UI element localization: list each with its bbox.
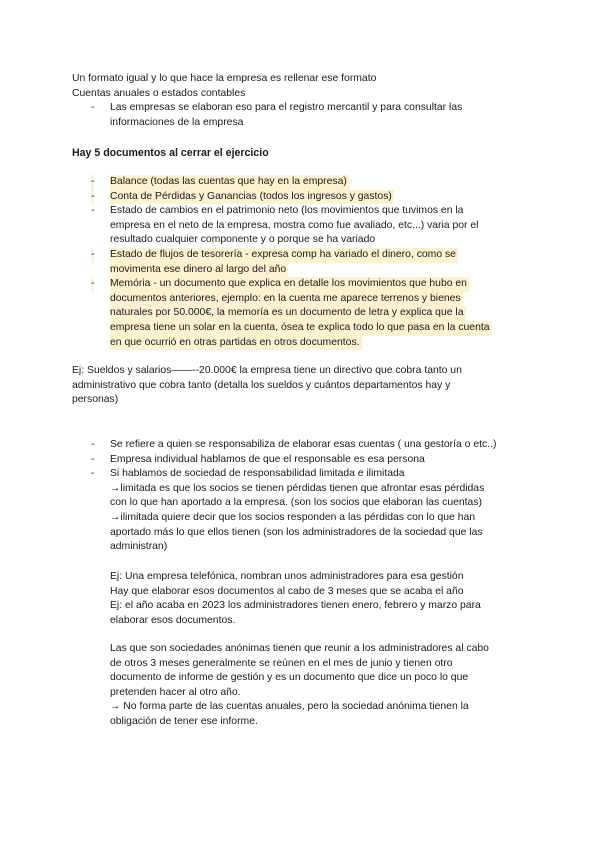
intro-bullet-line: Las empresas se elaboran eso para el registro mercantil y para consultar las — [110, 102, 463, 113]
bullet-line: administran) — [110, 541, 168, 553]
document-line: Memória - un documento que explica en detalle los movimientos que hubo en — [110, 277, 469, 292]
paragraph-line: de otros 3 meses generalmente se reúnen en el mes de junio y tienen otro — [110, 657, 453, 669]
paragraph-line: obligación de tener ese informe. — [110, 715, 258, 727]
document-line: Estado de cambios en el patrimonio neto (los movimientos que tuvimos en la — [110, 205, 464, 217]
intro-block — [72, 72, 532, 101]
bullet-line: →limitada es que los socios se tienen pérdidas tienen que afrontar esas pérdidas — [110, 482, 485, 494]
paragraph-line: personas) — [72, 394, 119, 406]
bullet-dash: - — [91, 277, 94, 292]
intro-bullet-line: informaciones de la empresa — [110, 116, 244, 128]
document-line: naturales por 50.000€, la memoría es un documento de letra y explica que la — [110, 306, 466, 321]
paragraph-line: Las que son sociedades anónimas tienen que reunir a los administradores al cabo — [110, 643, 489, 654]
bullet-line: →ilimitada quiere decir que los socios responden a las pérdidas con lo que han — [110, 511, 476, 523]
bullet-line: con lo que han aportado a la empresa. (son los socios que elaboran las cuentas) — [110, 497, 482, 509]
bullet-line: Empresa individual hablamos de que el responsable es esa persona — [110, 453, 425, 465]
document-line: empresa en el neto de la empresa, mostra como fue avaliado, etc...) varia por el — [110, 219, 479, 231]
bullet-line: Se refiere a quien se responsabiliza de elaborar esas cuentas ( una gestoría o etc..) — [110, 439, 497, 450]
document-line: resultado cualquier componente y o porque se ha variado — [110, 234, 376, 246]
telefonica-example — [110, 570, 540, 628]
document-line: en que ocurrió en otras partidas en otros documentos. — [110, 336, 362, 351]
bullet-dash: - — [91, 453, 95, 465]
salaries-example — [72, 364, 532, 408]
paragraph-line: administrativo que cobra tanto (detalla los sueldos y cuántos departamentos hay y — [72, 379, 451, 391]
bullet-dash: - — [91, 468, 95, 480]
bullet-dash: - — [91, 248, 94, 263]
anonymous-societies — [110, 642, 540, 730]
document-line: Conta de Pérdidas y Ganancias (todos los ingresos y gastos) — [110, 190, 394, 205]
section-heading: Hay 5 documentos al cerrar el ejercicio — [72, 147, 269, 159]
paragraph-line: pretenden hacer al otro año. — [110, 686, 241, 698]
bullet-dash: - — [91, 190, 94, 205]
paragraph-line: Ej: Sueldos y salarios——--20.000€ la empresa tiene un directivo que cobra tanto un — [72, 365, 462, 376]
paragraph-line: Ej: Una empresa telefónica, nombran unos administradores para esa gestión — [110, 571, 464, 582]
document-line: Estado de flujos de tesorería - expresa comp ha variado el dinero, como se — [110, 248, 458, 263]
document-line: movimenta ese dinero al largo del año — [110, 263, 288, 278]
bullet-dash: - — [91, 102, 95, 113]
paragraph-line: → No forma parte de las cuentas anuales, pero la sociedad anónima tienen la — [110, 701, 469, 713]
document-line: documentos anteriores, ejemplo: en la cuenta me aparece terrenos y bienes — [110, 292, 463, 307]
paragraph-line: Ej: el año acaba en 2023 los administradores tienen enero, febrero y marzo para — [110, 600, 481, 612]
bullet-dash: - — [91, 175, 94, 190]
paragraph-line: elaborar esos documentos. — [110, 614, 236, 626]
bullet-dash: - — [91, 205, 95, 217]
intro-line-2: Cuentas anuales o estados contables — [72, 87, 246, 99]
bullet-dash: - — [91, 439, 95, 450]
paragraph-line: documento de informe de gestión y es un documento que dice un poco lo que — [110, 672, 469, 684]
bullet-line: Si hablamos de sociedad de responsabilidad limitada e ilimitada — [110, 468, 405, 480]
paragraph-line: Hay que elaborar esos documentos al cabo de 3 meses que se acaba el año — [110, 585, 464, 597]
document-line: Balance (todas las cuentas que hay en la empresa) — [110, 175, 349, 190]
bullet-line: aportado más lo que ellos tienen (son los administradores de la sociedad que las — [110, 526, 483, 538]
intro-line-1: Un formato igual y lo que hace la empresa es rellenar ese formato — [72, 73, 377, 84]
document-line: empresa tiene un solar en la cuenta, ósea te explica todo lo que pasa en la cuenta — [110, 321, 492, 336]
